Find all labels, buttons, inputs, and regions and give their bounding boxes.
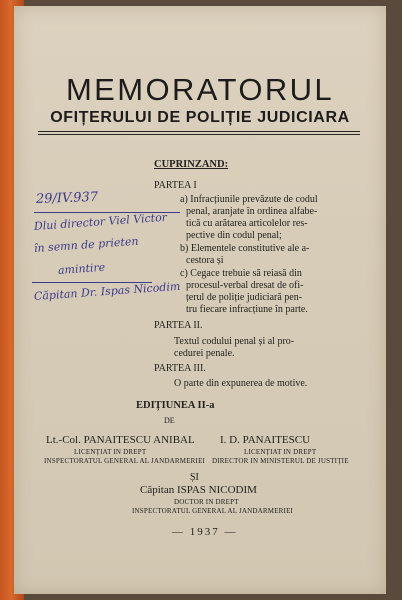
part-2-text-1: Textul codului penal și al pro- xyxy=(174,336,295,347)
title-rule xyxy=(38,131,360,132)
part-3-text: O parte din expunerea de motive. xyxy=(174,378,308,389)
authors-conjunction: ȘI xyxy=(190,472,199,483)
book-title: MEMORATORUL xyxy=(65,72,335,107)
item-c-line-4: tru fiecare infracțiune în parte. xyxy=(186,304,308,315)
contents-heading: CUPRINZAND: xyxy=(154,159,229,170)
author-3-name: Căpitan ISPAS NICODIM xyxy=(140,484,257,496)
author-3-affiliation: INSPECTORATUL GENERAL AL JANDARMERIEI xyxy=(132,507,294,515)
inscription-line-3: amintire xyxy=(57,260,106,277)
part-2-text-2: cedurei penale. xyxy=(174,348,235,359)
author-2-affiliation: DIRECTOR IN MINISTERUL DE JUSTIȚIE xyxy=(212,457,349,465)
publication-year: — 1937 — xyxy=(172,526,238,538)
part-2-label: PARTEA II. xyxy=(154,320,203,331)
edition-by: DE xyxy=(164,416,175,425)
author-3-degree: DOCTOR IN DREPT xyxy=(174,498,239,506)
inscription-date: 29/IV.937 xyxy=(35,189,99,207)
author-1-affiliation: INSPECTORATUL GENERAL AL JANDARMERIEI xyxy=(44,457,206,465)
author-2-name: I. D. PANAITESCU xyxy=(220,434,311,446)
author-1-degree: LICENȚIAT IN DREPT xyxy=(74,448,147,456)
item-b-line-1: b) Elementele constitutive ale a- xyxy=(180,243,310,254)
item-a-line-1: a) Infracțiunile prevăzute de codul xyxy=(180,194,318,205)
inscription-line-1: Dlui director Viel Victor xyxy=(33,210,168,233)
item-a-line-4: pective din codul penal; xyxy=(186,230,282,241)
item-a-line-2: penal, aranjate în ordinea alfabe- xyxy=(186,206,318,217)
item-c-line-2: procesul-verbal dresat de ofi- xyxy=(186,280,304,291)
item-b-line-2: cestora și xyxy=(186,255,224,266)
author-1-name: Lt.-Col. PANAITESCU ANIBAL xyxy=(46,434,195,446)
item-a-line-3: tică cu arătarea articolelor res- xyxy=(186,218,308,229)
edition-label: EDIȚIUNEA II-a xyxy=(136,400,215,411)
title-page xyxy=(14,6,386,594)
author-2-degree: LICENȚIAT IN DREPT xyxy=(244,448,317,456)
part-3-label: PARTEA III. xyxy=(154,363,206,374)
inscription-line-2: în semn de prieten xyxy=(33,234,139,255)
part-1-label: PARTEA I xyxy=(154,180,197,191)
item-c-line-1: c) Cegace trebuie să reiasă din xyxy=(180,268,302,279)
title-rule-thin xyxy=(38,134,360,135)
book-subtitle: OFIȚERULUI DE POLIȚIE JUDICIARA xyxy=(50,109,350,126)
item-c-line-3: țerul de poliție judiciară pen- xyxy=(186,292,303,303)
inscription-signature: Căpitan Dr. Ispas Nicodim xyxy=(33,279,181,303)
